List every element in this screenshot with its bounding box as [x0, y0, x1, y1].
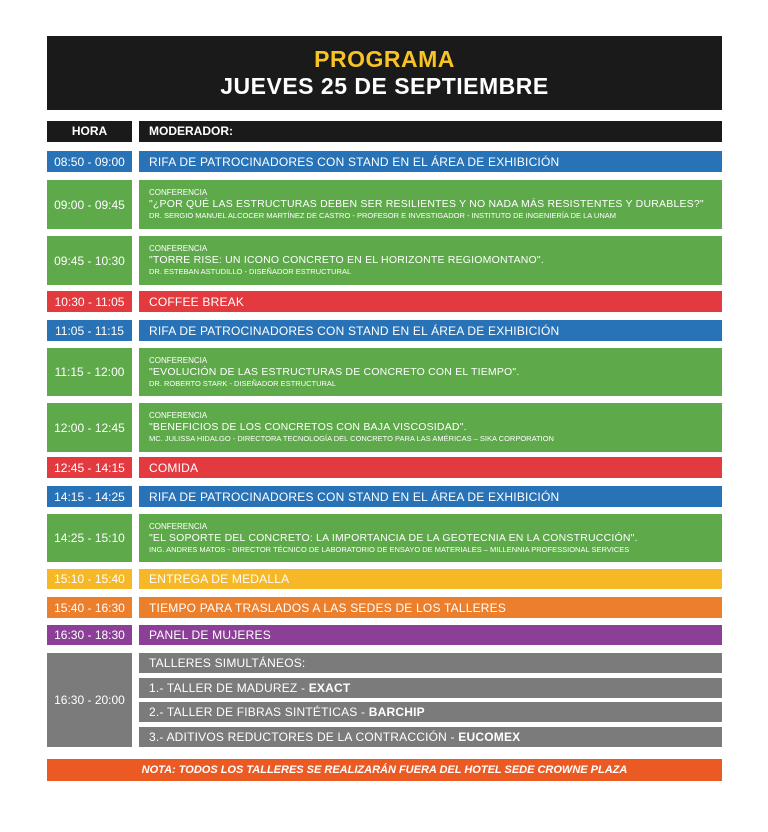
talleres-time: 16:30 - 20:00	[47, 653, 132, 747]
row-text: RIFA DE PATROCINADORES CON STAND EN EL ÁREA DE EXHIBICIÓN	[149, 154, 560, 169]
taller-item	[139, 727, 722, 747]
row-time: 09:00 - 09:45	[47, 180, 132, 229]
row-title: "TORRE RISE: UN ICONO CONCRETO EN EL HORIZONTE REGIOMONTANO".	[149, 254, 544, 266]
row-time: 15:10 - 15:40	[47, 569, 132, 589]
schedule-row	[47, 291, 722, 312]
schedule-row	[47, 486, 722, 507]
row-label: CONFERENCIA	[149, 188, 208, 197]
row-time: 16:30 - 18:30	[47, 625, 132, 645]
column-header-moderador: MODERADOR:	[139, 121, 722, 142]
row-time: 12:00 - 12:45	[47, 403, 132, 452]
talleres-heading: TALLERES SIMULTÁNEOS:	[139, 653, 722, 673]
schedule-row	[47, 236, 722, 285]
row-title: "¿POR QUÉ LAS ESTRUCTURAS DEBEN SER RESILIENTES Y NO NADA MÁS RESISTENTES Y DURABLES?"	[149, 198, 704, 210]
schedule-row	[47, 320, 722, 341]
taller-item-text: 1.- TALLER DE MADUREZ -	[149, 681, 309, 695]
schedule-row	[47, 151, 722, 172]
taller-item-brand: EUCOMEX	[458, 730, 521, 744]
schedule-row	[47, 180, 722, 229]
row-speaker: DR. ESTEBAN ASTUDILLO - DISEÑADOR ESTRUCTURAL	[149, 267, 352, 276]
row-text: TIEMPO PARA TRASLADOS A LAS SEDES DE LOS TALLERES	[149, 600, 507, 615]
schedule-row	[47, 403, 722, 452]
schedule-row	[47, 348, 722, 396]
row-time: 14:15 - 14:25	[47, 486, 132, 507]
row-time: 14:25 - 15:10	[47, 514, 132, 562]
row-text: COMIDA	[149, 460, 199, 475]
schedule-row	[47, 597, 722, 618]
taller-item	[139, 678, 722, 698]
row-time: 09:45 - 10:30	[47, 236, 132, 285]
row-time: 11:05 - 11:15	[47, 320, 132, 341]
row-title: "BENEFICIOS DE LOS CONCRETOS CON BAJA VISCOSIDAD".	[149, 421, 467, 433]
program-header	[47, 36, 722, 110]
footer-note: NOTA: TODOS LOS TALLERES SE REALIZARÁN FUERA DEL HOTEL SEDE CROWNE PLAZA	[47, 759, 722, 781]
program-date: JUEVES 25 DE SEPTIEMBRE	[220, 73, 549, 99]
column-header-hora: HORA	[47, 121, 132, 142]
row-title: "EL SOPORTE DEL CONCRETO: LA IMPORTANCIA DE LA GEOTECNIA EN LA CONSTRUCCIÓN".	[149, 531, 638, 544]
row-text: ENTREGA DE MEDALLA	[149, 572, 290, 586]
taller-item	[139, 702, 722, 722]
row-label: CONFERENCIA	[149, 244, 208, 253]
row-speaker: DR. ROBERTO STARK - DISEÑADOR ESTRUCTURAL	[149, 378, 337, 388]
row-text: PANEL DE MUJERES	[149, 628, 271, 642]
row-speaker: MC. JULISSA HIDALGO - DIRECTORA TECNOLOGÍA DEL CONCRETO PARA LAS AMÉRICAS – SIKA CORPORATION	[149, 434, 554, 443]
program-title: PROGRAMA	[314, 46, 455, 72]
taller-item-brand: BARCHIP	[368, 705, 425, 719]
schedule-row	[47, 514, 722, 562]
row-time: 15:40 - 16:30	[47, 597, 132, 618]
taller-item-brand: EXACT	[308, 681, 351, 695]
schedule-row	[47, 569, 722, 589]
row-time: 11:15 - 12:00	[47, 348, 132, 396]
taller-item-text: 3.- ADITIVOS REDUCTORES DE LA CONTRACCIÓN -	[149, 730, 459, 744]
row-label: CONFERENCIA	[149, 521, 208, 531]
row-text: RIFA DE PATROCINADORES CON STAND EN EL ÁREA DE EXHIBICIÓN	[149, 489, 560, 504]
row-title: "EVOLUCIÓN DE LAS ESTRUCTURAS DE CONCRETO CON EL TIEMPO".	[149, 365, 520, 378]
row-speaker: DR. SERGIO MANUEL ALCOCER MARTÍNEZ DE CASTRO - PROFESOR E INVESTIGADOR - INSTITUTO DE INGENIERÍA DE LA UNAM	[149, 211, 617, 220]
row-text: RIFA DE PATROCINADORES CON STAND EN EL ÁREA DE EXHIBICIÓN	[149, 323, 560, 338]
row-time: 10:30 - 11:05	[47, 291, 132, 312]
row-time: 12:45 - 14:15	[47, 457, 132, 478]
row-speaker: ING. ANDRES MATOS - DIRECTOR TÉCNICO DE LABORATORIO DE ENSAYO DE MATERIALES – MILLENNIA PROFESSIONAL SERVICES	[149, 544, 630, 554]
row-label: CONFERENCIA	[149, 411, 208, 420]
taller-item-text: 2.- TALLER DE FIBRAS SINTÉTICAS -	[149, 705, 369, 719]
schedule-row	[47, 625, 722, 645]
row-time: 08:50 - 09:00	[47, 151, 132, 172]
schedule-row	[47, 457, 722, 478]
row-label: CONFERENCIA	[149, 355, 208, 365]
row-text: COFFEE BREAK	[149, 294, 245, 309]
